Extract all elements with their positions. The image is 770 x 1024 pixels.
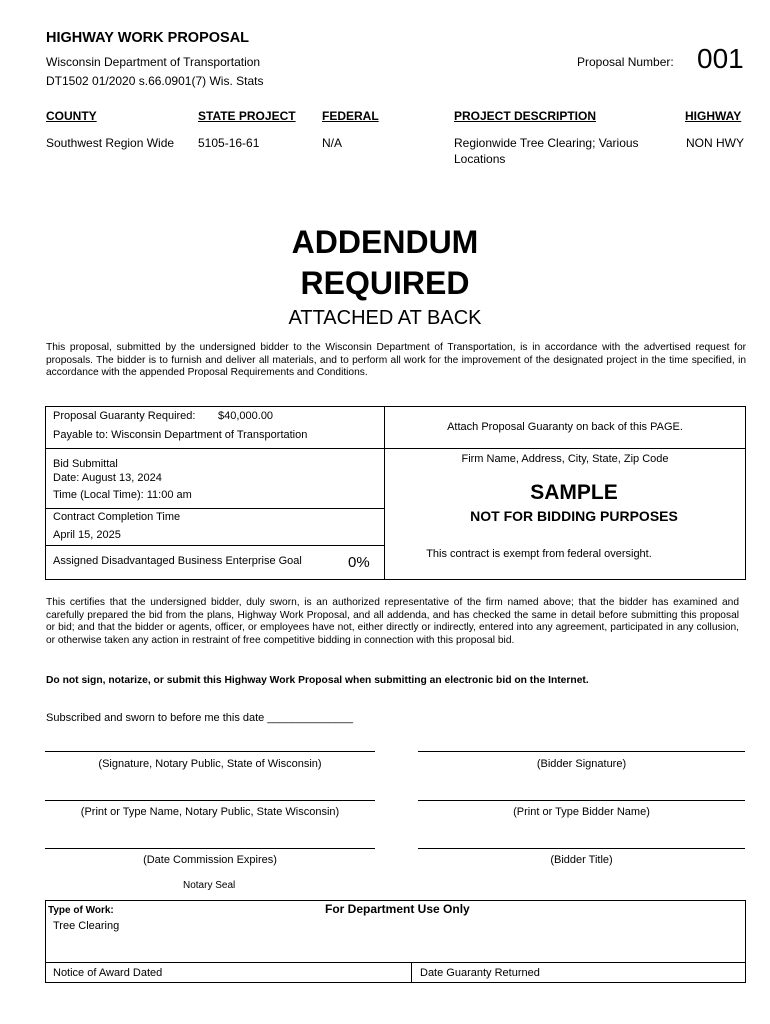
addendum-line2: REQUIRED: [300, 265, 470, 301]
guaranty-amount: $40,000.00: [218, 410, 274, 422]
sample-label: SAMPLE: [530, 481, 618, 504]
table-row-divider: [45, 508, 385, 509]
project-description-line1: Regionwide Tree Clearing; Various: [454, 136, 639, 150]
dbe-goal-label: Assigned Disadvantaged Business Enterprise Goal: [53, 555, 302, 567]
proposal-number: 001: [697, 43, 744, 74]
department-name: Wisconsin Department of Transportation: [46, 55, 261, 69]
bid-time: Time (Local Time): 11:00 am: [53, 489, 192, 501]
notice-of-award-label: Notice of Award Dated: [53, 967, 163, 979]
subscribed-line: Subscribed and sworn to before me this date ______________: [46, 712, 353, 724]
federal-exempt-note: This contract is exempt from federal oversight.: [426, 548, 652, 560]
form-id: DT1502 01/2020 s.66.0901(7) Wis. Stats: [46, 74, 264, 88]
highway-header: HIGHWAY: [685, 109, 742, 123]
addendum-line1: ADDENDUM: [291, 224, 479, 260]
project-description-line2: Locations: [454, 152, 506, 166]
electronic-bid-warning: Do not sign, notarize, or submit this Highway Work Proposal when submitting an electronic bid on the Internet.: [46, 675, 589, 686]
commission-expiry-line[interactable]: [45, 848, 375, 849]
proposal-number-label: Proposal Number:: [577, 55, 674, 69]
addendum-attached: ATTACHED AT BACK: [288, 307, 482, 329]
bidder-signature-line[interactable]: [418, 751, 745, 752]
project-description-header: PROJECT DESCRIPTION: [454, 109, 597, 123]
certification-paragraph: This certifies that the undersigned bidder, duly sworn, is an authorized representative of the firm named above; that the bidder has examined and carefully prepared the bid from the plans, Highway Work Proposal, and all addenda, and has checked the same in detail before submitting this proposal or bid; and that the bidder or agents, officer, or employees have not, either directly or indirectly, entered into any agreement, participated in any collusion, or otherwise taken any action in restraint of free competitive bidding in connection with this proposal bid.: [46, 597, 739, 646]
form-title: HIGHWAY WORK PROPOSAL: [46, 30, 250, 46]
bidder-signature-caption: (Bidder Signature): [536, 758, 627, 770]
department-use-divider: [45, 962, 746, 963]
federal-header: FEDERAL: [322, 109, 379, 123]
notary-seal-label: Notary Seal: [183, 880, 236, 891]
not-for-bidding-label: NOT FOR BIDDING PURPOSES: [470, 508, 678, 524]
attach-guaranty-note: Attach Proposal Guaranty on back of this PAGE.: [447, 421, 683, 433]
bid-date: Date: August 13, 2024: [53, 472, 162, 484]
notary-name-caption: (Print or Type Name, Notary Public, State Wisconsin): [80, 806, 340, 818]
state-project-value: 5105-16-61: [198, 136, 260, 150]
department-use-heading: For Department Use Only: [325, 902, 470, 916]
type-of-work-value: Tree Clearing: [53, 920, 120, 932]
firm-name-label: Firm Name, Address, City, State, Zip Code: [461, 453, 669, 465]
bidder-name-line[interactable]: [418, 800, 745, 801]
bid-submittal-label: Bid Submittal: [53, 458, 118, 470]
notary-signature-line[interactable]: [45, 751, 375, 752]
completion-label: Contract Completion Time: [53, 511, 181, 523]
guaranty-payable: Payable to: Wisconsin Department of Transportation: [53, 429, 308, 441]
bidder-title-caption: (Bidder Title): [550, 854, 613, 866]
notary-signature-caption: (Signature, Notary Public, State of Wisconsin): [98, 758, 322, 770]
type-of-work-label: Type of Work:: [48, 905, 114, 916]
federal-value: N/A: [322, 136, 343, 150]
table-row-divider: [45, 448, 746, 449]
notary-name-line[interactable]: [45, 800, 375, 801]
intro-paragraph: This proposal, submitted by the undersigned bidder to the Wisconsin Department of Transportation, is in accordance with the advertised request for proposals. The bidder is to furnish and deliver all materials, and to perform all work for the improvement of the designated project in the time specified, in accordance with the appended Proposal Requirements and Conditions.: [46, 342, 746, 379]
department-use-vdivider: [411, 962, 412, 983]
table-row-divider: [45, 545, 385, 546]
bidder-title-line[interactable]: [418, 848, 745, 849]
state-project-header: STATE PROJECT: [198, 109, 296, 123]
county-header: COUNTY: [46, 109, 97, 123]
highway-value: NON HWY: [686, 136, 744, 150]
dbe-goal-value: 0%: [348, 554, 370, 571]
commission-expiry-caption: (Date Commission Expires): [143, 854, 277, 866]
completion-date: April 15, 2025: [53, 529, 121, 541]
bidder-name-caption: (Print or Type Bidder Name): [513, 806, 650, 818]
guaranty-returned-label: Date Guaranty Returned: [420, 967, 540, 979]
county-value: Southwest Region Wide: [46, 136, 175, 150]
guaranty-required-label: Proposal Guaranty Required:: [53, 410, 196, 422]
